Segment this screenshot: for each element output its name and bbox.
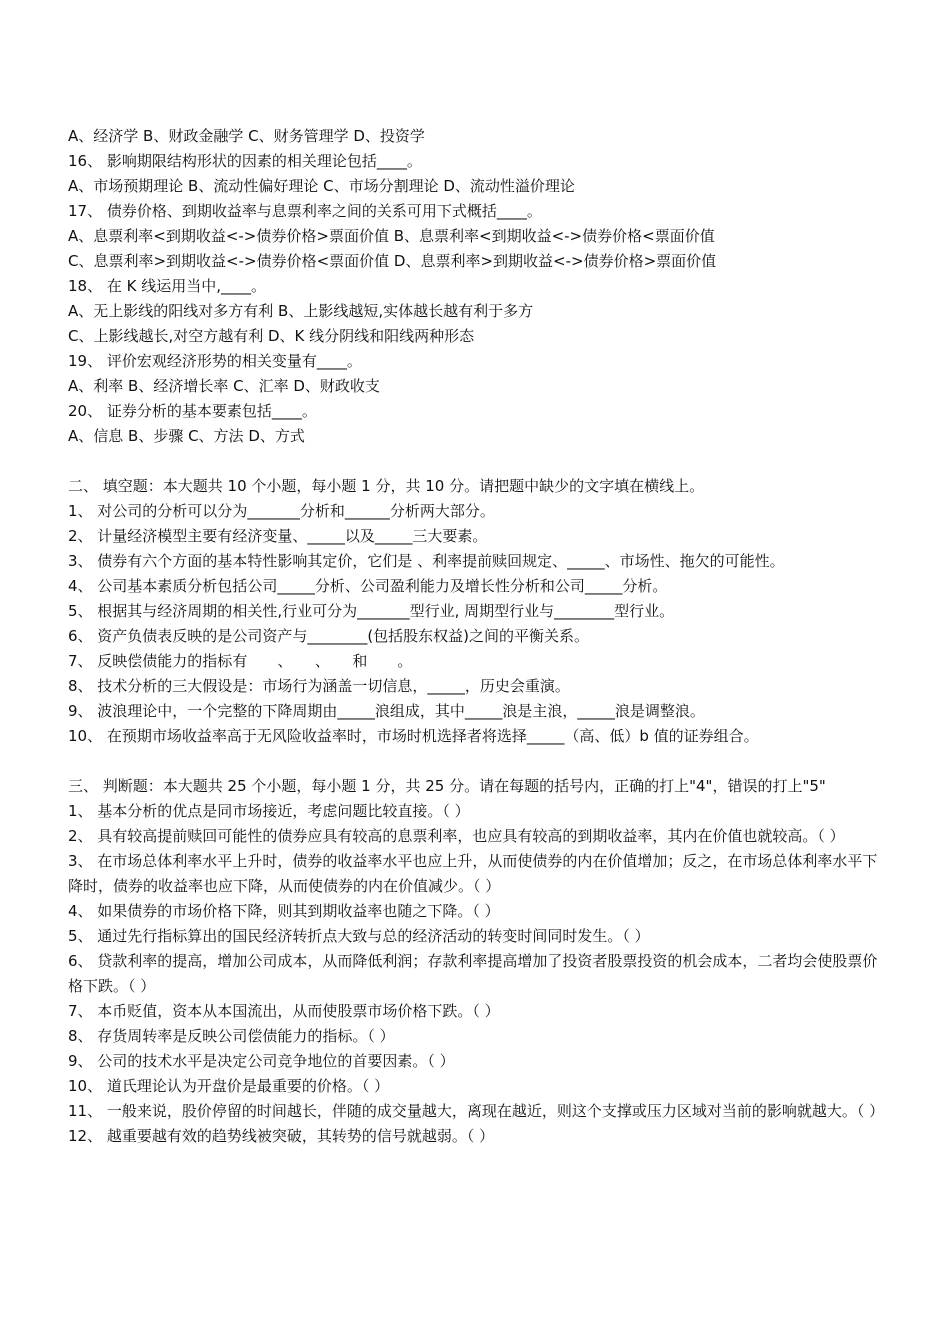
answer-options-16: A、市场预期理论 B、流动性偏好理论 C、市场分割理论 D、流动性溢价理论 <box>68 177 575 195</box>
question-20: 20、 证券分析的基本要素包括____。 <box>68 402 317 420</box>
fill-blank-item: 2、 计量经济模型主要有经济变量、_____以及_____三大要素。 <box>68 527 488 545</box>
fill-blank-section <box>68 474 888 749</box>
true-false-item: 7、 本币贬值，资本从本国流出，从而使股票市场价格下跌。（ ） <box>68 1002 500 1020</box>
multiple-choice-continued <box>68 124 888 449</box>
fill-blank-item: 5、 根据其与经济周期的相关性,行业可分为_______型行业, 周期型行业与________型行业。 <box>68 602 675 620</box>
fill-blank-item: 9、 波浪理论中，一个完整的下降周期由_____浪组成，其中_____浪是主浪，_____浪是调整浪。 <box>68 702 705 720</box>
true-false-item: 9、 公司的技术水平是决定公司竞争地位的首要因素。（ ） <box>68 1052 455 1070</box>
question-19: 19、 评价宏观经济形势的相关变量有____。 <box>68 352 362 370</box>
answer-options-18-cd: C、上影线越长,对空方越有利 D、K 线分阴线和阳线两种形态 <box>68 327 475 345</box>
true-false-item: 12、 越重要越有效的趋势线被突破，其转势的信号就越弱。（ ） <box>68 1127 495 1145</box>
true-false-item: 6、 贷款利率的提高，增加公司成本，从而降低利润；存款利率提高增加了投资者股票投资的机会成本，二者均会使股票价格下跌。（ ） <box>68 952 878 995</box>
fill-blank-item: 8、 技术分析的三大假设是：市场行为涵盖一切信息，_____，历史会重演。 <box>68 677 570 695</box>
answer-options-19: A、利率 B、经济增长率 C、汇率 D、财政收支 <box>68 377 380 395</box>
section-spacer <box>68 449 888 474</box>
true-false-item: 10、 道氏理论认为开盘价是最重要的价格。（ ） <box>68 1077 390 1095</box>
answer-options-18-ab: A、无上影线的阳线对多方有利 B、上影线越短,实体越长越有利于多方 <box>68 302 534 320</box>
true-false-item: 4、 如果债券的市场价格下降，则其到期收益率也随之下降。（ ） <box>68 902 500 920</box>
section-spacer <box>68 749 888 774</box>
question-16: 16、 影响期限结构形状的因素的相关理论包括____。 <box>68 152 422 170</box>
answer-options-15: A、经济学 B、财政金融学 C、财务管理学 D、投资学 <box>68 127 425 145</box>
true-false-item: 8、 存货周转率是反映公司偿债能力的指标。（ ） <box>68 1027 395 1045</box>
fill-blank-item: 7、 反映偿债能力的指标有 、 、 和 。 <box>68 652 413 670</box>
true-false-item: 2、 具有较高提前赎回可能性的债券应具有较高的息票利率，也应具有较高的到期收益率，其内在价值也就较高。（ ） <box>68 827 845 845</box>
true-false-item: 3、 在市场总体利率水平上升时，债券的收益率水平也应上升，从而使债券的内在价值增加；反之，在市场总体利率水平下降时，债券的收益率也应下降，从而使债券的内在价值减少。（ ） <box>68 852 878 895</box>
fill-blank-item: 10、 在预期市场收益率高于无风险收益率时，市场时机选择者将选择_____（高、低）b 值的证券组合。 <box>68 727 759 745</box>
answer-options-20: A、信息 B、步骤 C、方法 D、方式 <box>68 427 305 445</box>
section-heading-fill-blank: 二、 填空题：本大题共 10 个小题，每小题 1 分，共 10 分。请把题中缺少的文字填在横线上。 <box>68 477 705 495</box>
true-false-section <box>68 774 888 1149</box>
fill-blank-item: 4、 公司基本素质分析包括公司_____分析、公司盈利能力及增长性分析和公司_____分析。 <box>68 577 668 595</box>
fill-blank-item: 1、 对公司的分析可以分为_______分析和______分析两大部分。 <box>68 502 495 520</box>
true-false-item: 1、 基本分析的优点是同市场接近，考虑问题比较直接。（ ） <box>68 802 470 820</box>
true-false-item: 5、 通过先行指标算出的国民经济转折点大致与总的经济活动的转变时间同时发生。（ ） <box>68 927 650 945</box>
answer-options-17-cd: C、息票利率>到期收益<->债券价格<票面价值 D、息票利率>到期收益<->债券价格>票面价值 <box>68 252 717 270</box>
true-false-item: 11、 一般来说，股价停留的时间越长，伴随的成交量越大，离现在越近，则这个支撑或压力区域对当前的影响就越大。（ ） <box>68 1102 885 1120</box>
question-18: 18、 在 K 线运用当中,____。 <box>68 277 266 295</box>
answer-options-17-ab: A、息票利率<到期收益<->债券价格>票面价值 B、息票利率<到期收益<->债券价格<票面价值 <box>68 227 715 245</box>
fill-blank-item: 6、 资产负债表反映的是公司资产与________(包括股东权益)之间的平衡关系。 <box>68 627 590 645</box>
document-page <box>68 124 888 1149</box>
section-heading-true-false: 三、 判断题：本大题共 25 个小题，每小题 1 分，共 25 分。请在每题的括号内，正确的打上"4"，错误的打上"5" <box>68 777 826 795</box>
fill-blank-item: 3、 债券有六个方面的基本特性影响其定价，它们是 、利率提前赎回规定、_____、市场性、拖欠的可能性。 <box>68 552 785 570</box>
question-17: 17、 债券价格、到期收益率与息票利率之间的关系可用下式概括____。 <box>68 202 542 220</box>
